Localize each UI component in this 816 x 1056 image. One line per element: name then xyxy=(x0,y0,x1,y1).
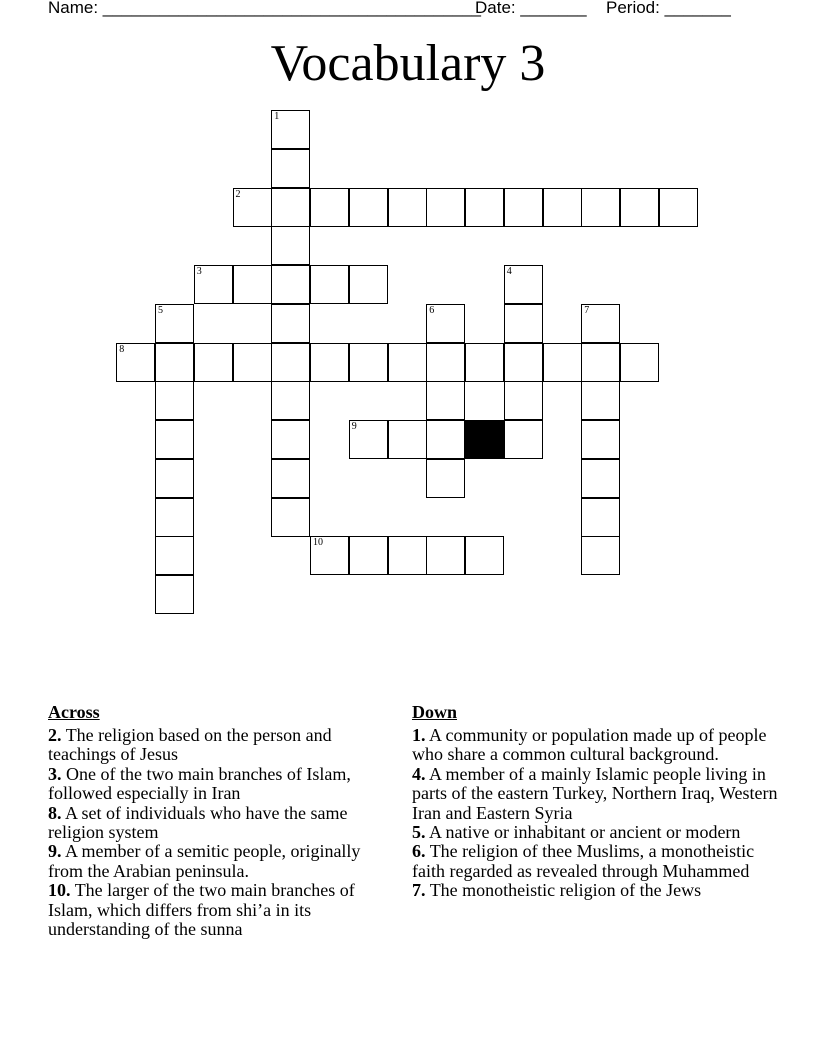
grid-cell[interactable] xyxy=(271,459,310,498)
down-clues xyxy=(412,702,782,901)
grid-cell[interactable] xyxy=(349,536,388,575)
grid-cell[interactable] xyxy=(271,304,310,343)
grid-cell[interactable] xyxy=(504,343,543,382)
blocked-cell xyxy=(465,420,504,459)
grid-cell[interactable] xyxy=(426,420,465,459)
grid-cell[interactable] xyxy=(388,188,427,227)
grid-cell[interactable] xyxy=(504,381,543,420)
grid-cell[interactable] xyxy=(426,459,465,498)
clue-number-3: 3 xyxy=(196,266,202,277)
clue-text: A native or inhabitant or ancient or modern xyxy=(429,822,741,843)
clue-number: 6. xyxy=(412,841,426,862)
grid-cell[interactable] xyxy=(581,381,620,420)
clue-number: 4. xyxy=(412,763,426,784)
grid-cell[interactable] xyxy=(271,149,310,188)
grid-cell[interactable] xyxy=(388,420,427,459)
grid-cell[interactable] xyxy=(581,498,620,537)
name-field-label[interactable]: Name: ________________________________________ xyxy=(48,0,481,17)
grid-cell[interactable] xyxy=(310,343,349,382)
clue-text: A community or population made up of people who share a common cultural background. xyxy=(412,725,767,765)
clue-number: 9. xyxy=(48,841,62,862)
clue-number-8: 8 xyxy=(119,343,125,355)
grid-cell[interactable] xyxy=(426,536,465,575)
grid-cell[interactable] xyxy=(581,188,620,227)
grid-cell[interactable] xyxy=(155,575,194,614)
grid-cell[interactable] xyxy=(155,536,194,575)
grid-cell[interactable] xyxy=(233,343,272,382)
clue-number-4: 4 xyxy=(506,266,512,277)
clue-number-1: 1 xyxy=(274,111,280,122)
grid-cell[interactable] xyxy=(581,304,620,343)
down-clue xyxy=(412,726,782,765)
down-clue xyxy=(412,765,782,823)
grid-cell[interactable] xyxy=(116,343,155,382)
clue-text: A member of a mainly Islamic people living in parts of the eastern Turkey, Northern Iraq, Western Iran and Eastern Syria xyxy=(412,763,778,823)
grid-cell[interactable] xyxy=(155,304,194,343)
grid-cell[interactable] xyxy=(543,343,582,382)
grid-cell[interactable] xyxy=(194,265,233,304)
across-heading: Across xyxy=(48,702,100,722)
across-clue xyxy=(48,842,393,881)
across-clue-list xyxy=(48,726,393,939)
across-clue xyxy=(48,881,393,939)
clue-number-2: 2 xyxy=(235,188,241,200)
grid-cell[interactable] xyxy=(426,343,465,382)
grid-cell[interactable] xyxy=(271,188,310,227)
grid-cell[interactable] xyxy=(271,265,310,304)
grid-cell[interactable] xyxy=(620,188,659,227)
grid-cell[interactable] xyxy=(349,420,388,459)
period-field-label[interactable]: Period: _______ xyxy=(606,0,731,17)
grid-cell[interactable] xyxy=(155,343,194,382)
grid-cell[interactable] xyxy=(155,459,194,498)
grid-cell[interactable] xyxy=(233,265,272,304)
clue-number-6: 6 xyxy=(429,304,435,316)
grid-cell[interactable] xyxy=(349,343,388,382)
grid-cell[interactable] xyxy=(310,188,349,227)
grid-cell[interactable] xyxy=(426,188,465,227)
grid-cell[interactable] xyxy=(504,304,543,343)
grid-cell[interactable] xyxy=(271,226,310,265)
clue-number: 10. xyxy=(48,880,71,901)
grid-cell[interactable] xyxy=(543,188,582,227)
grid-cell[interactable] xyxy=(271,343,310,382)
grid-cell[interactable] xyxy=(155,381,194,420)
clue-number: 5. xyxy=(412,822,426,843)
clue-text: The monotheistic religion of the Jews xyxy=(429,880,702,901)
clue-number-5: 5 xyxy=(158,304,163,316)
clue-number: 2. xyxy=(48,725,62,745)
down-clue xyxy=(412,823,782,842)
clue-text: A set of individuals who have the same religion system xyxy=(48,802,348,843)
date-field-label[interactable]: Date: _______ xyxy=(475,0,587,17)
grid-cell[interactable] xyxy=(581,536,620,575)
grid-cell[interactable] xyxy=(271,110,310,149)
grid-cell[interactable] xyxy=(271,498,310,537)
clue-number: 3. xyxy=(48,763,62,784)
grid-cell[interactable] xyxy=(233,188,272,227)
down-clue-list xyxy=(412,726,782,901)
grid-cell[interactable] xyxy=(504,265,543,304)
down-clue xyxy=(412,881,782,900)
grid-cell[interactable] xyxy=(581,420,620,459)
grid-cell[interactable] xyxy=(349,188,388,227)
grid-cell[interactable] xyxy=(581,343,620,382)
grid-cell[interactable] xyxy=(310,536,349,575)
grid-cell[interactable] xyxy=(426,381,465,420)
grid-cell[interactable] xyxy=(659,188,698,227)
grid-cell[interactable] xyxy=(388,343,427,382)
grid-cell[interactable] xyxy=(310,265,349,304)
across-clue xyxy=(48,804,393,843)
clue-text: The religion based on the person and teachings of Jesus xyxy=(48,725,332,765)
grid-cell[interactable] xyxy=(271,381,310,420)
clue-number-9: 9 xyxy=(351,421,357,432)
down-clue xyxy=(412,842,782,881)
grid-cell[interactable] xyxy=(465,188,504,227)
grid-cell[interactable] xyxy=(271,420,310,459)
across-clue xyxy=(48,765,393,804)
grid-cell[interactable] xyxy=(155,420,194,459)
clue-number: 7. xyxy=(412,880,426,901)
grid-cell[interactable] xyxy=(349,265,388,304)
clue-text: One of the two main branches of Islam, followed especially in Iran xyxy=(48,763,351,804)
grid-cell[interactable] xyxy=(465,536,504,575)
across-clues xyxy=(48,702,393,939)
grid-cell[interactable] xyxy=(194,343,233,382)
grid-cell[interactable] xyxy=(465,343,504,382)
down-heading: Down xyxy=(412,702,458,722)
grid-cell[interactable] xyxy=(504,188,543,227)
clue-number: 8. xyxy=(48,802,62,823)
grid-cell[interactable] xyxy=(155,498,194,537)
clue-text: A member of a semitic people, originally from the Arabian peninsula. xyxy=(48,841,361,881)
across-clue xyxy=(48,726,393,765)
grid-cell[interactable] xyxy=(504,420,543,459)
grid-cell[interactable] xyxy=(388,536,427,575)
page-title: Vocabulary 3 xyxy=(270,35,546,92)
grid-cell[interactable] xyxy=(426,304,465,343)
clue-number-7: 7 xyxy=(584,304,590,316)
grid-cell[interactable] xyxy=(620,343,659,382)
clue-number-10: 10 xyxy=(313,537,323,549)
clue-text: The larger of the two main branches of Islam, which differs from shi’a in its understanding of the sunna xyxy=(48,880,355,940)
grid-cell[interactable] xyxy=(581,459,620,498)
clue-text: The religion of thee Muslims, a monotheistic faith regarded as revealed through Muhammed xyxy=(412,841,755,881)
clue-number: 1. xyxy=(412,725,426,745)
